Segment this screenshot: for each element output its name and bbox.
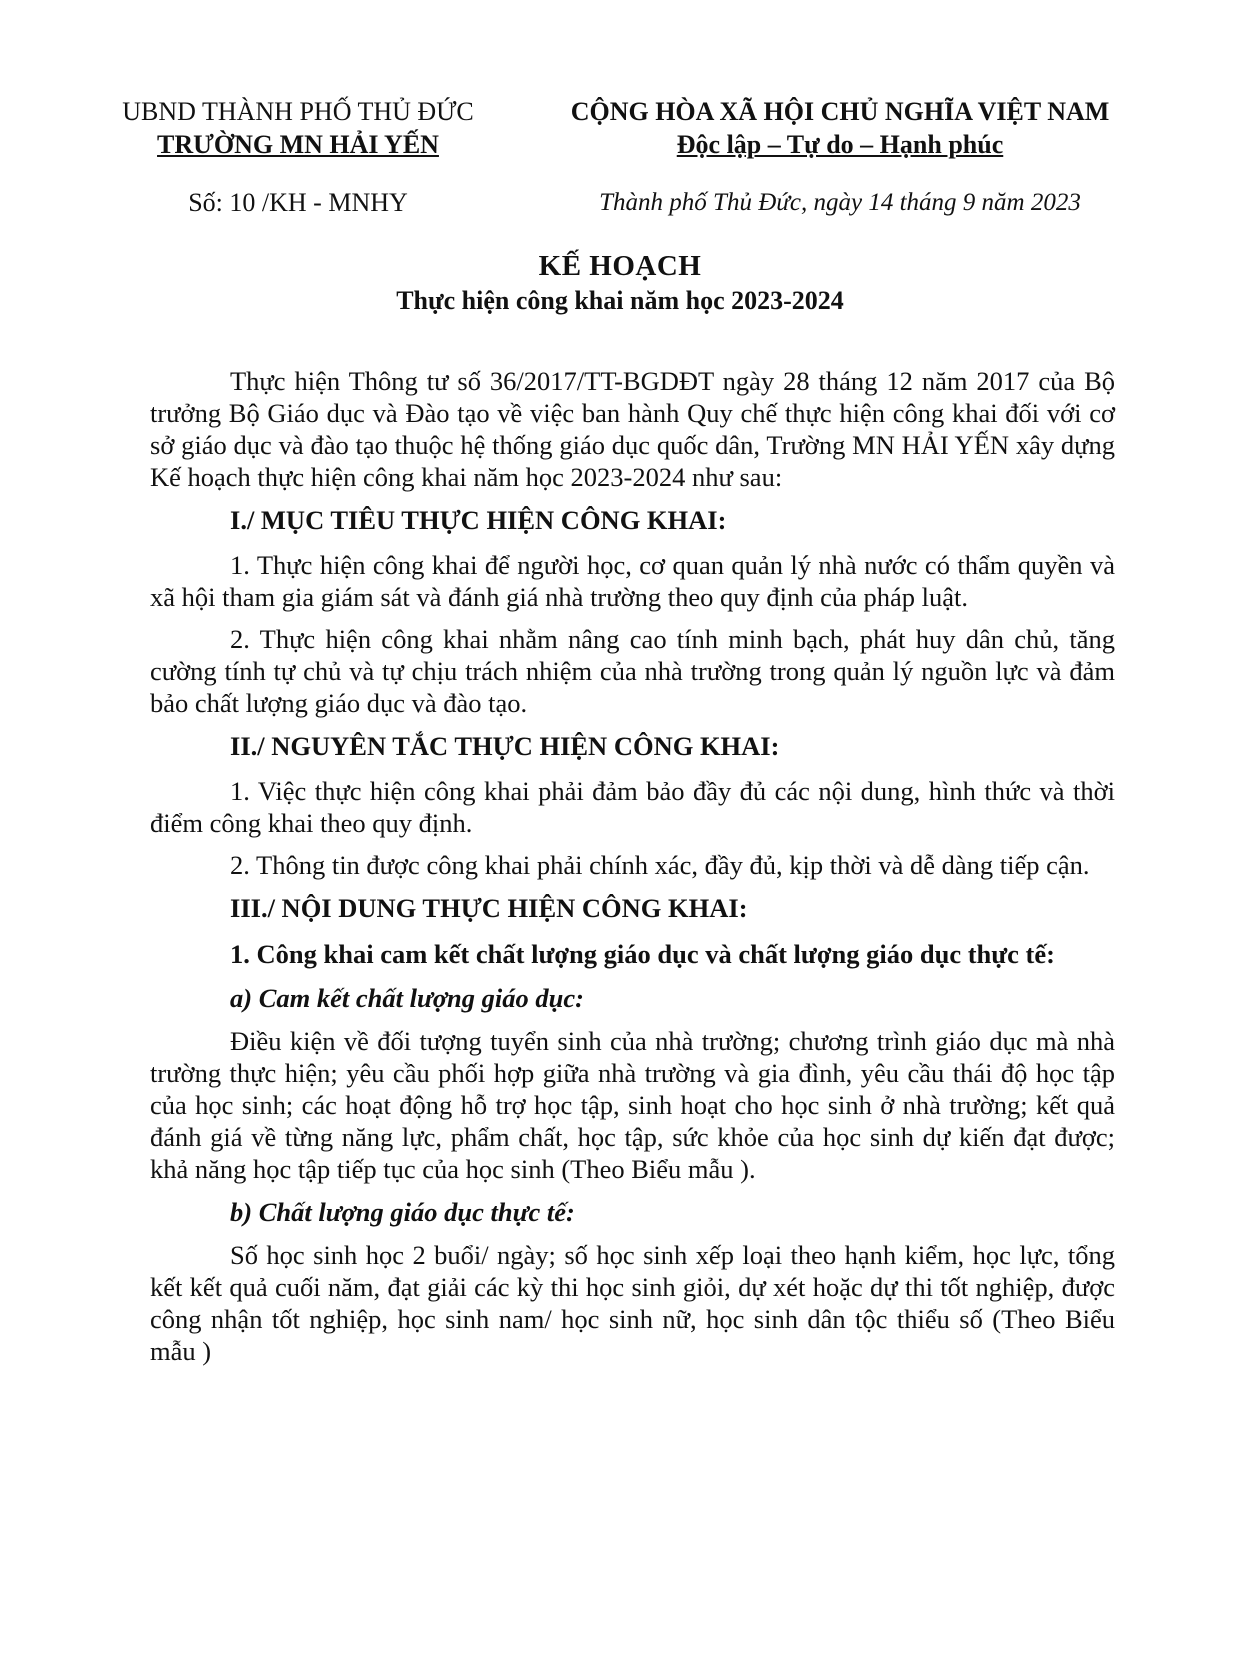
section-3-a-text: Điều kiện về đối tượng tuyển sinh của nhà trường; chương trình giáo dục mà nhà trường thực hiện; yêu cầu phối hợp giữa nhà trường và gia đình, yêu cầu thái độ học tập của học sinh; các hoạt động hỗ trợ học tập, sinh hoạt cho học sinh ở nhà trường; kết quả đánh giá về từng năng lực, phẩm chất, học tập, sức khỏe của học sinh dự kiến đạt được; khả năng học tập tiếp tục của học sinh (Theo Biểu mẫu ). (150, 1026, 1115, 1184)
section-3-heading: III./ NỘI DUNG THỰC HIỆN CÔNG KHAI: (230, 893, 748, 923)
national-heading-block (560, 95, 1120, 219)
issuer-block (118, 95, 478, 219)
school-name (118, 129, 478, 161)
national-title: CỘNG HÒA XÃ HỘI CHỦ NGHĨA VIỆT NAM (570, 97, 1110, 126)
issuing-authority: UBND THÀNH PHỐ THỦ ĐỨC (122, 97, 474, 126)
document-body (150, 365, 1115, 1377)
section-2-item-2: 2. Thông tin được công khai phải chính xác, đầy đủ, kịp thời và dễ dàng tiếp cận. (230, 850, 1090, 880)
section-2-heading: II./ NGUYÊN TẮC THỰC HIỆN CÔNG KHAI: (230, 731, 780, 761)
intro-paragraph: Thực hiện Thông tư số 36/2017/TT-BGDĐT ngày 28 tháng 12 năm 2017 của Bộ trưởng Bộ Giáo dục và Đào tạo về việc ban hành Quy chế thực hiện công khai đối với cơ sở giáo dục và đào tạo thuộc hệ thống giáo dục quốc dân, Trường MN HẢI YẾN xây dựng Kế hoạch thực hiện công khai năm học 2023-2024 như sau: (150, 366, 1115, 492)
document-title-block (0, 248, 1240, 318)
document-subtitle: Thực hiện công khai năm học 2023-2024 (396, 286, 844, 315)
national-motto: Độc lập – Tự do – Hạnh phúc (676, 130, 1004, 159)
school-name-text: TRƯỜNG MN HẢI YẾN (157, 130, 439, 159)
issue-date: Thành phố Thủ Đức, ngày 14 tháng 9 năm 2023 (599, 189, 1081, 216)
section-1-item-1: 1. Thực hiện công khai để người học, cơ quan quản lý nhà nước có thẩm quyền và xã hội tham gia giám sát và đánh giá nhà trường theo quy định của pháp luật. (150, 550, 1115, 612)
section-1-heading: I./ MỤC TIÊU THỰC HIỆN CÔNG KHAI: (230, 505, 727, 535)
section-3-sub-1-heading: 1. Công khai cam kết chất lượng giáo dục và chất lượng giáo dục thực tế: (230, 939, 1055, 969)
section-3-b-heading: b) Chất lượng giáo dục thực tế: (230, 1197, 575, 1227)
reference-number: Số: 10 /KH - MNHY (188, 188, 408, 217)
section-3-a-heading: a) Cam kết chất lượng giáo dục: (230, 983, 584, 1013)
section-3-b-text: Số học sinh học 2 buổi/ ngày; số học sinh xếp loại theo hạnh kiểm, học lực, tổng kết kết quả cuối năm, đạt giải các kỳ thi học sinh giỏi, dự xét hoặc dự thi tốt nghiệp, được công nhận tốt nghiệp, học sinh nam/ học sinh nữ, học sinh dân tộc thiểu số (Theo Biểu mẫu ) (150, 1240, 1115, 1366)
section-2-item-1: 1. Việc thực hiện công khai phải đảm bảo đầy đủ các nội dung, hình thức và thời điểm công khai theo quy định. (150, 776, 1115, 838)
section-1-item-2: 2. Thực hiện công khai nhằm nâng cao tính minh bạch, phát huy dân chủ, tăng cường tính tự chủ và tự chịu trách nhiệm của nhà trường trong quản lý nguồn lực và đảm bảo chất lượng giáo dục và đào tạo. (150, 624, 1115, 718)
document-header (0, 95, 1240, 215)
document-title: KẾ HOẠCH (538, 250, 702, 282)
